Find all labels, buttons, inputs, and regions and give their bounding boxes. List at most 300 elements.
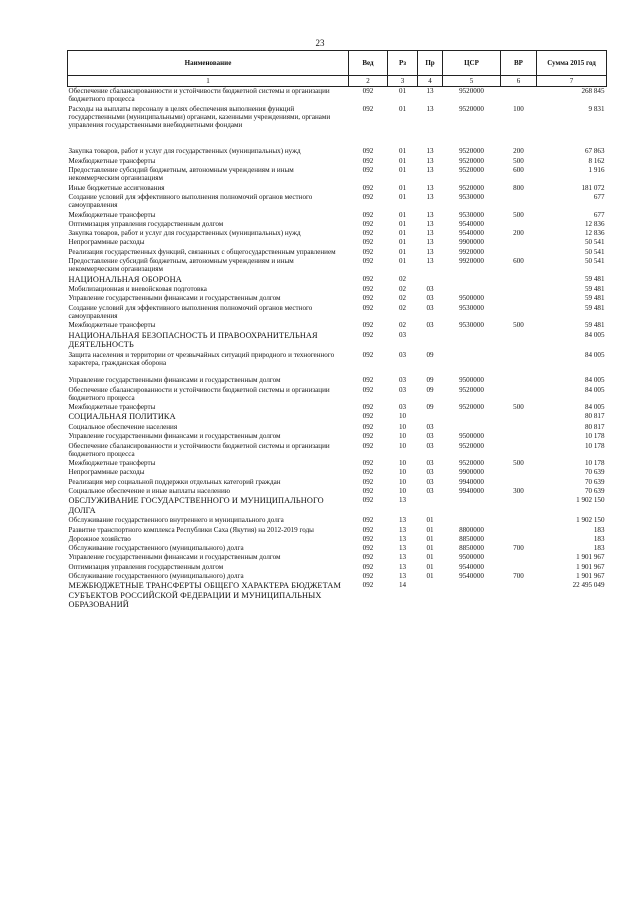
row-rz: 13 bbox=[398, 553, 407, 562]
row-csr: 9500000 bbox=[459, 376, 484, 385]
row-vr bbox=[501, 412, 537, 423]
row-csr: 9530000 bbox=[459, 192, 484, 201]
row-pr: 13 bbox=[426, 257, 434, 266]
table-row bbox=[68, 351, 607, 377]
row-ved: 092 bbox=[362, 219, 374, 228]
col-number: 5 bbox=[443, 76, 501, 87]
row-pr bbox=[418, 275, 443, 286]
row-ved: 092 bbox=[362, 285, 374, 294]
row-name: Межбюджетные трансферты bbox=[68, 459, 156, 468]
row-rz: 10 bbox=[398, 441, 407, 450]
row-name: НАЦИОНАЛЬНАЯ ОБОРОНА bbox=[68, 274, 182, 284]
row-ved: 092 bbox=[362, 412, 374, 421]
row-csr: 9520000 bbox=[459, 183, 484, 192]
row-pr: 13 bbox=[426, 166, 434, 175]
row-name: Расходы на выплаты персоналу в целях обеспечения выполнения функций государственными (муниципальными) органами, казенными учреждениями, органами управления государственными внебюджетными фондами bbox=[68, 104, 331, 130]
col-number: 3 bbox=[388, 76, 418, 87]
row-csr: 9940000 bbox=[459, 486, 484, 495]
row-rz: 02 bbox=[398, 274, 407, 283]
table-row bbox=[68, 105, 607, 148]
row-ved: 092 bbox=[362, 422, 374, 431]
table-row bbox=[68, 535, 607, 544]
row-csr: 8850000 bbox=[459, 534, 484, 543]
row-ved: 092 bbox=[362, 147, 374, 156]
row-pr: 13 bbox=[426, 87, 434, 95]
row-ved: 092 bbox=[362, 525, 374, 534]
row-csr: 9530000 bbox=[459, 303, 484, 312]
col-number: 4 bbox=[418, 76, 443, 87]
table-row bbox=[68, 193, 607, 211]
row-sum: 84 005 bbox=[584, 403, 605, 412]
row-name: Предоставление субсидий бюджетным, автономным учреждениям и иным некоммерческим организациям bbox=[68, 257, 294, 274]
row-ved: 092 bbox=[362, 350, 374, 359]
row-vr bbox=[501, 496, 537, 516]
col-header-name: Наименование bbox=[68, 51, 349, 76]
row-csr: 9940000 bbox=[459, 477, 484, 486]
table-row bbox=[68, 442, 607, 460]
row-csr: 9540000 bbox=[459, 562, 484, 571]
row-rz: 03 bbox=[398, 330, 407, 339]
row-rz: 01 bbox=[398, 192, 407, 201]
row-sum: 70 639 bbox=[584, 477, 605, 486]
row-ved: 092 bbox=[362, 183, 374, 192]
col-header-rz: Рз bbox=[388, 51, 418, 76]
table-row bbox=[68, 248, 607, 257]
row-rz: 01 bbox=[398, 104, 407, 113]
table-row bbox=[68, 563, 607, 572]
row-sum: 12 836 bbox=[584, 219, 605, 228]
row-rz: 10 bbox=[398, 486, 407, 495]
row-ved: 092 bbox=[362, 87, 374, 95]
row-name: Обеспечение сбалансированности и устойчивости бюджетной системы и организации бюджетного процесса bbox=[68, 441, 330, 458]
row-sum: 181 072 bbox=[581, 183, 605, 192]
table-row bbox=[68, 581, 607, 611]
row-csr: 9520000 bbox=[459, 104, 484, 113]
row-vr bbox=[501, 193, 537, 211]
row-pr: 03 bbox=[426, 294, 434, 303]
table-row bbox=[68, 166, 607, 184]
row-name: Управление государственными финансами и государственным долгом bbox=[68, 376, 281, 385]
row-rz: 13 bbox=[398, 544, 407, 553]
row-sum: 9 831 bbox=[588, 104, 605, 113]
row-sum: 1 901 967 bbox=[576, 562, 605, 571]
row-csr: 9500000 bbox=[459, 553, 484, 562]
row-pr: 01 bbox=[426, 572, 434, 581]
row-vr: 600 bbox=[513, 257, 524, 266]
row-rz: 02 bbox=[398, 321, 407, 330]
row-pr: 09 bbox=[426, 376, 434, 385]
table-row bbox=[68, 412, 607, 423]
row-csr bbox=[443, 351, 501, 377]
column-number-row bbox=[68, 76, 607, 87]
row-ved: 092 bbox=[362, 544, 374, 553]
row-rz: 03 bbox=[398, 385, 407, 394]
row-sum: 1 902 150 bbox=[576, 516, 605, 525]
row-sum: 1 916 bbox=[588, 166, 605, 175]
row-pr: 13 bbox=[426, 147, 434, 156]
row-pr: 13 bbox=[426, 238, 434, 247]
row-rz: 01 bbox=[398, 166, 407, 175]
row-ved: 092 bbox=[362, 572, 374, 581]
table-row bbox=[68, 468, 607, 477]
row-csr bbox=[443, 412, 501, 423]
row-rz: 10 bbox=[398, 422, 407, 431]
table-row bbox=[68, 487, 607, 496]
row-sum: 59 481 bbox=[584, 274, 605, 283]
row-pr: 13 bbox=[426, 229, 434, 238]
row-name: Иные бюджетные ассигнования bbox=[68, 183, 165, 192]
row-ved: 092 bbox=[362, 238, 374, 247]
row-csr: 9920000 bbox=[459, 257, 484, 266]
row-sum: 10 178 bbox=[584, 441, 605, 450]
table-row bbox=[68, 229, 607, 238]
row-sum: 70 639 bbox=[584, 486, 605, 495]
row-csr: 9520000 bbox=[459, 385, 484, 394]
row-name: Социальное обеспечение населения bbox=[68, 422, 178, 431]
row-csr: 9900000 bbox=[459, 468, 484, 477]
row-ved: 092 bbox=[362, 534, 374, 543]
table-row bbox=[68, 459, 607, 468]
row-vr bbox=[501, 238, 537, 247]
row-vr: 700 bbox=[513, 544, 524, 553]
row-vr: 500 bbox=[513, 403, 524, 412]
table-row bbox=[68, 526, 607, 535]
row-csr: 9500000 bbox=[459, 432, 484, 441]
row-csr: 9520000 bbox=[459, 156, 484, 165]
row-pr: 01 bbox=[426, 516, 434, 525]
row-ved: 092 bbox=[362, 330, 374, 339]
row-vr bbox=[501, 304, 537, 322]
row-name: Реализация государственных функций, связанных с общегосударственным управлением bbox=[68, 247, 336, 256]
row-name: Межбюджетные трансферты bbox=[68, 210, 156, 219]
row-vr: 800 bbox=[513, 183, 524, 192]
row-vr: 300 bbox=[513, 486, 524, 495]
row-name: Создание условий для эффективного выполнения полномочий органов местного самоуправления bbox=[68, 192, 313, 210]
row-vr bbox=[501, 563, 537, 572]
table-row bbox=[68, 294, 607, 303]
row-rz: 13 bbox=[398, 525, 407, 534]
row-sum: 677 bbox=[593, 192, 605, 201]
row-csr bbox=[443, 275, 501, 286]
table-row bbox=[68, 423, 607, 432]
table-row bbox=[68, 376, 607, 385]
row-ved: 092 bbox=[362, 166, 374, 175]
table-row bbox=[68, 478, 607, 487]
row-name: Обеспечение сбалансированности и устойчивости бюджетной системы и организации бюджетного процесса bbox=[68, 87, 330, 104]
col-header-vr: ВР bbox=[501, 51, 537, 76]
row-pr: 03 bbox=[426, 486, 434, 495]
row-csr: 9540000 bbox=[459, 229, 484, 238]
row-name: Защита населения и территории от чрезвычайных ситуаций природного и техногенного характера, гражданская оборона bbox=[68, 350, 335, 367]
row-pr: 03 bbox=[426, 422, 434, 431]
row-name: Социальное обеспечение и иные выплаты населению bbox=[68, 486, 231, 495]
row-csr: 9520000 bbox=[459, 403, 484, 412]
row-vr: 600 bbox=[513, 166, 524, 175]
row-sum: 80 817 bbox=[584, 422, 605, 431]
row-ved: 092 bbox=[362, 459, 374, 468]
row-pr: 03 bbox=[426, 432, 434, 441]
row-pr: 01 bbox=[426, 553, 434, 562]
row-name: Непрограммные расходы bbox=[68, 238, 145, 247]
row-pr: 13 bbox=[426, 192, 434, 201]
row-rz: 01 bbox=[398, 156, 407, 165]
row-ved: 092 bbox=[362, 294, 374, 303]
row-rz: 10 bbox=[398, 432, 407, 441]
row-csr bbox=[443, 423, 501, 432]
col-header-ved: Вед bbox=[349, 51, 388, 76]
row-vr bbox=[501, 468, 537, 477]
row-vr bbox=[501, 478, 537, 487]
row-ved: 092 bbox=[362, 403, 374, 412]
row-sum: 50 541 bbox=[584, 238, 605, 247]
row-pr: 13 bbox=[426, 183, 434, 192]
row-pr bbox=[418, 331, 443, 351]
row-name: МЕЖБЮДЖЕТНЫЕ ТРАНСФЕРТЫ ОБЩЕГО ХАРАКТЕРА БЮДЖЕТАМ СУБЪЕКТОВ РОССИЙСКОЙ ФЕДЕРАЦИИ И МУНИЦИПАЛЬНЫХ ОБРАЗОВАНИЙ bbox=[68, 581, 341, 610]
row-vr: 500 bbox=[513, 156, 524, 165]
table-row bbox=[68, 285, 607, 294]
row-csr bbox=[443, 331, 501, 351]
row-pr bbox=[418, 581, 443, 611]
page-number: 23 bbox=[315, 38, 325, 48]
table-row bbox=[68, 157, 607, 166]
row-sum: 84 005 bbox=[584, 376, 605, 385]
row-rz: 01 bbox=[398, 257, 407, 266]
row-vr: 500 bbox=[513, 321, 524, 330]
row-ved: 092 bbox=[362, 477, 374, 486]
row-vr: 700 bbox=[513, 572, 524, 581]
table-row bbox=[68, 220, 607, 229]
row-name: Оптимизация управления государственным долгом bbox=[68, 562, 224, 571]
row-ved: 092 bbox=[362, 553, 374, 562]
row-sum: 1 901 967 bbox=[576, 572, 605, 581]
row-csr: 9530000 bbox=[459, 321, 484, 330]
table-row bbox=[68, 304, 607, 322]
row-ved: 092 bbox=[362, 516, 374, 525]
row-csr: 9500000 bbox=[459, 294, 484, 303]
row-name: Дорожное хозяйство bbox=[68, 534, 131, 543]
row-sum: 80 817 bbox=[584, 412, 605, 421]
row-name: Непрограммные расходы bbox=[68, 468, 145, 477]
table-row bbox=[68, 516, 607, 525]
col-header-csr: ЦСР bbox=[443, 51, 501, 76]
row-sum: 59 481 bbox=[584, 303, 605, 312]
row-pr: 01 bbox=[426, 544, 434, 553]
row-name: Реализация мер социальной поддержки отдельных категорий граждан bbox=[68, 477, 281, 486]
row-csr: 9530000 bbox=[459, 210, 484, 219]
row-sum: 59 481 bbox=[584, 285, 605, 294]
row-name: НАЦИОНАЛЬНАЯ БЕЗОПАСНОСТЬ И ПРАВООХРАНИТЕЛЬНАЯ ДЕЯТЕЛЬНОСТЬ bbox=[68, 330, 318, 350]
row-ved: 092 bbox=[362, 156, 374, 165]
row-name: Предоставление субсидий бюджетным, автономным учреждениям и иным некоммерческим организациям bbox=[68, 166, 294, 183]
table-row bbox=[68, 275, 607, 286]
row-csr bbox=[443, 581, 501, 611]
row-rz: 03 bbox=[398, 350, 407, 359]
col-number: 1 bbox=[68, 76, 349, 87]
row-ved: 092 bbox=[362, 486, 374, 495]
col-number: 7 bbox=[537, 76, 607, 87]
row-pr: 03 bbox=[426, 303, 434, 312]
row-sum: 12 836 bbox=[584, 229, 605, 238]
table-row bbox=[68, 386, 607, 404]
row-rz: 02 bbox=[398, 303, 407, 312]
row-name: Управление государственными финансами и государственным долгом bbox=[68, 553, 281, 562]
row-vr bbox=[501, 87, 537, 105]
row-rz: 03 bbox=[398, 376, 407, 385]
table-row bbox=[68, 331, 607, 351]
row-vr bbox=[501, 294, 537, 303]
row-vr: 200 bbox=[513, 147, 524, 156]
row-ved: 092 bbox=[362, 496, 374, 505]
row-csr: 8800000 bbox=[459, 525, 484, 534]
row-pr: 09 bbox=[426, 403, 434, 412]
row-sum: 677 bbox=[593, 210, 605, 219]
row-name: Межбюджетные трансферты bbox=[68, 321, 156, 330]
table-row bbox=[68, 257, 607, 275]
table-row bbox=[68, 184, 607, 193]
row-vr bbox=[501, 376, 537, 385]
row-rz: 03 bbox=[398, 403, 407, 412]
row-name: Закупка товаров, работ и услуг для государственных (муниципальных) нужд bbox=[68, 147, 301, 156]
row-ved: 092 bbox=[362, 385, 374, 394]
row-sum: 183 bbox=[593, 534, 605, 543]
row-vr: 500 bbox=[513, 210, 524, 219]
col-number: 6 bbox=[501, 76, 537, 87]
row-sum: 59 481 bbox=[584, 294, 605, 303]
row-rz: 10 bbox=[398, 468, 407, 477]
row-name: Обслуживание государственного внутреннего и муниципального долга bbox=[68, 516, 284, 525]
row-rz: 01 bbox=[398, 229, 407, 238]
table-row bbox=[68, 496, 607, 516]
row-pr: 03 bbox=[426, 468, 434, 477]
row-rz: 13 bbox=[398, 562, 407, 571]
row-ved: 092 bbox=[362, 468, 374, 477]
row-sum: 67 863 bbox=[584, 147, 605, 156]
row-sum: 70 639 bbox=[584, 468, 605, 477]
row-csr: 9520000 bbox=[459, 147, 484, 156]
row-ved: 092 bbox=[362, 432, 374, 441]
col-header-pr: Пр bbox=[418, 51, 443, 76]
row-name: Создание условий для эффективного выполнения полномочий органов местного самоуправления bbox=[68, 303, 313, 321]
row-ved: 092 bbox=[362, 581, 374, 590]
row-name: Межбюджетные трансферты bbox=[68, 156, 156, 165]
row-ved: 092 bbox=[362, 562, 374, 571]
row-rz: 02 bbox=[398, 294, 407, 303]
row-vr: 500 bbox=[513, 459, 524, 468]
row-rz: 13 bbox=[398, 534, 407, 543]
row-csr bbox=[443, 516, 501, 525]
row-name: Оптимизация управления государственным долгом bbox=[68, 219, 224, 228]
row-ved: 092 bbox=[362, 247, 374, 256]
row-pr: 01 bbox=[426, 534, 434, 543]
col-number: 2 bbox=[349, 76, 388, 87]
row-ved: 092 bbox=[362, 274, 374, 283]
row-vr: 100 bbox=[513, 104, 524, 113]
table-row bbox=[68, 211, 607, 220]
row-vr bbox=[501, 581, 537, 611]
row-pr: 13 bbox=[426, 104, 434, 113]
row-csr: 9540000 bbox=[459, 572, 484, 581]
table-row bbox=[68, 87, 607, 105]
row-sum: 84 005 bbox=[584, 385, 605, 394]
row-rz: 01 bbox=[398, 219, 407, 228]
row-rz: 01 bbox=[398, 238, 407, 247]
row-csr: 9540000 bbox=[459, 219, 484, 228]
row-pr bbox=[418, 412, 443, 423]
row-csr bbox=[443, 496, 501, 516]
row-name: Межбюджетные трансферты bbox=[68, 403, 156, 412]
row-pr: 03 bbox=[426, 441, 434, 450]
table-row bbox=[68, 432, 607, 441]
row-sum: 59 481 bbox=[584, 321, 605, 330]
row-sum: 1 901 967 bbox=[576, 553, 605, 562]
row-name: Обслуживание государственного (муниципального) долга bbox=[68, 572, 244, 581]
row-rz: 01 bbox=[398, 147, 407, 156]
row-sum: 10 178 bbox=[584, 459, 605, 468]
row-vr bbox=[501, 285, 537, 294]
row-name: Обеспечение сбалансированности и устойчивости бюджетной системы и организации бюджетного процесса bbox=[68, 385, 330, 402]
table-row bbox=[68, 403, 607, 412]
table-body bbox=[68, 87, 607, 611]
row-pr: 09 bbox=[426, 350, 434, 359]
row-rz: 01 bbox=[398, 183, 407, 192]
row-name: Управление государственными финансами и государственным долгом bbox=[68, 294, 281, 303]
row-sum: 50 541 bbox=[584, 257, 605, 266]
row-pr: 03 bbox=[426, 321, 434, 330]
row-vr: 200 bbox=[513, 229, 524, 238]
table-row bbox=[68, 553, 607, 562]
row-vr bbox=[501, 331, 537, 351]
table-row bbox=[68, 572, 607, 581]
row-vr bbox=[501, 351, 537, 377]
row-csr: 9520000 bbox=[459, 166, 484, 175]
row-rz: 01 bbox=[398, 87, 407, 95]
row-pr bbox=[418, 496, 443, 516]
row-vr bbox=[501, 423, 537, 432]
row-pr: 01 bbox=[426, 562, 434, 571]
table-row bbox=[68, 147, 607, 156]
row-ved: 092 bbox=[362, 210, 374, 219]
row-rz: 13 bbox=[398, 572, 407, 581]
row-name: Развитие транспортного комплекса Республики Саха (Якутия) на 2012-2019 годы bbox=[68, 525, 314, 534]
row-pr: 03 bbox=[426, 285, 434, 294]
row-sum: 84 005 bbox=[584, 350, 605, 359]
row-vr bbox=[501, 553, 537, 562]
row-sum: 50 541 bbox=[584, 247, 605, 256]
row-name: ОБСЛУЖИВАНИЕ ГОСУДАРСТВЕННОГО И МУНИЦИПАЛЬНОГО ДОЛГА bbox=[68, 496, 324, 515]
row-sum: 268 845 bbox=[581, 87, 605, 95]
row-pr: 13 bbox=[426, 156, 434, 165]
row-pr: 03 bbox=[426, 477, 434, 486]
row-ved: 092 bbox=[362, 229, 374, 238]
row-csr: 9520000 bbox=[459, 459, 484, 468]
row-pr: 09 bbox=[426, 385, 434, 394]
table-row bbox=[68, 544, 607, 553]
row-ved: 092 bbox=[362, 257, 374, 266]
row-csr: 9520000 bbox=[459, 441, 484, 450]
row-rz: 01 bbox=[398, 210, 407, 219]
row-csr: 9900000 bbox=[459, 238, 484, 247]
budget-table bbox=[67, 50, 607, 611]
row-name: Закупка товаров, работ и услуг для государственных (муниципальных) нужд bbox=[68, 229, 301, 238]
row-rz: 14 bbox=[398, 581, 407, 590]
row-sum: 183 bbox=[593, 544, 605, 553]
row-csr bbox=[443, 285, 501, 294]
row-vr bbox=[501, 220, 537, 229]
row-pr: 13 bbox=[426, 247, 434, 256]
row-sum: 8 162 bbox=[588, 156, 605, 165]
row-vr bbox=[501, 516, 537, 525]
col-header-sum: Сумма 2015 год bbox=[537, 51, 607, 76]
